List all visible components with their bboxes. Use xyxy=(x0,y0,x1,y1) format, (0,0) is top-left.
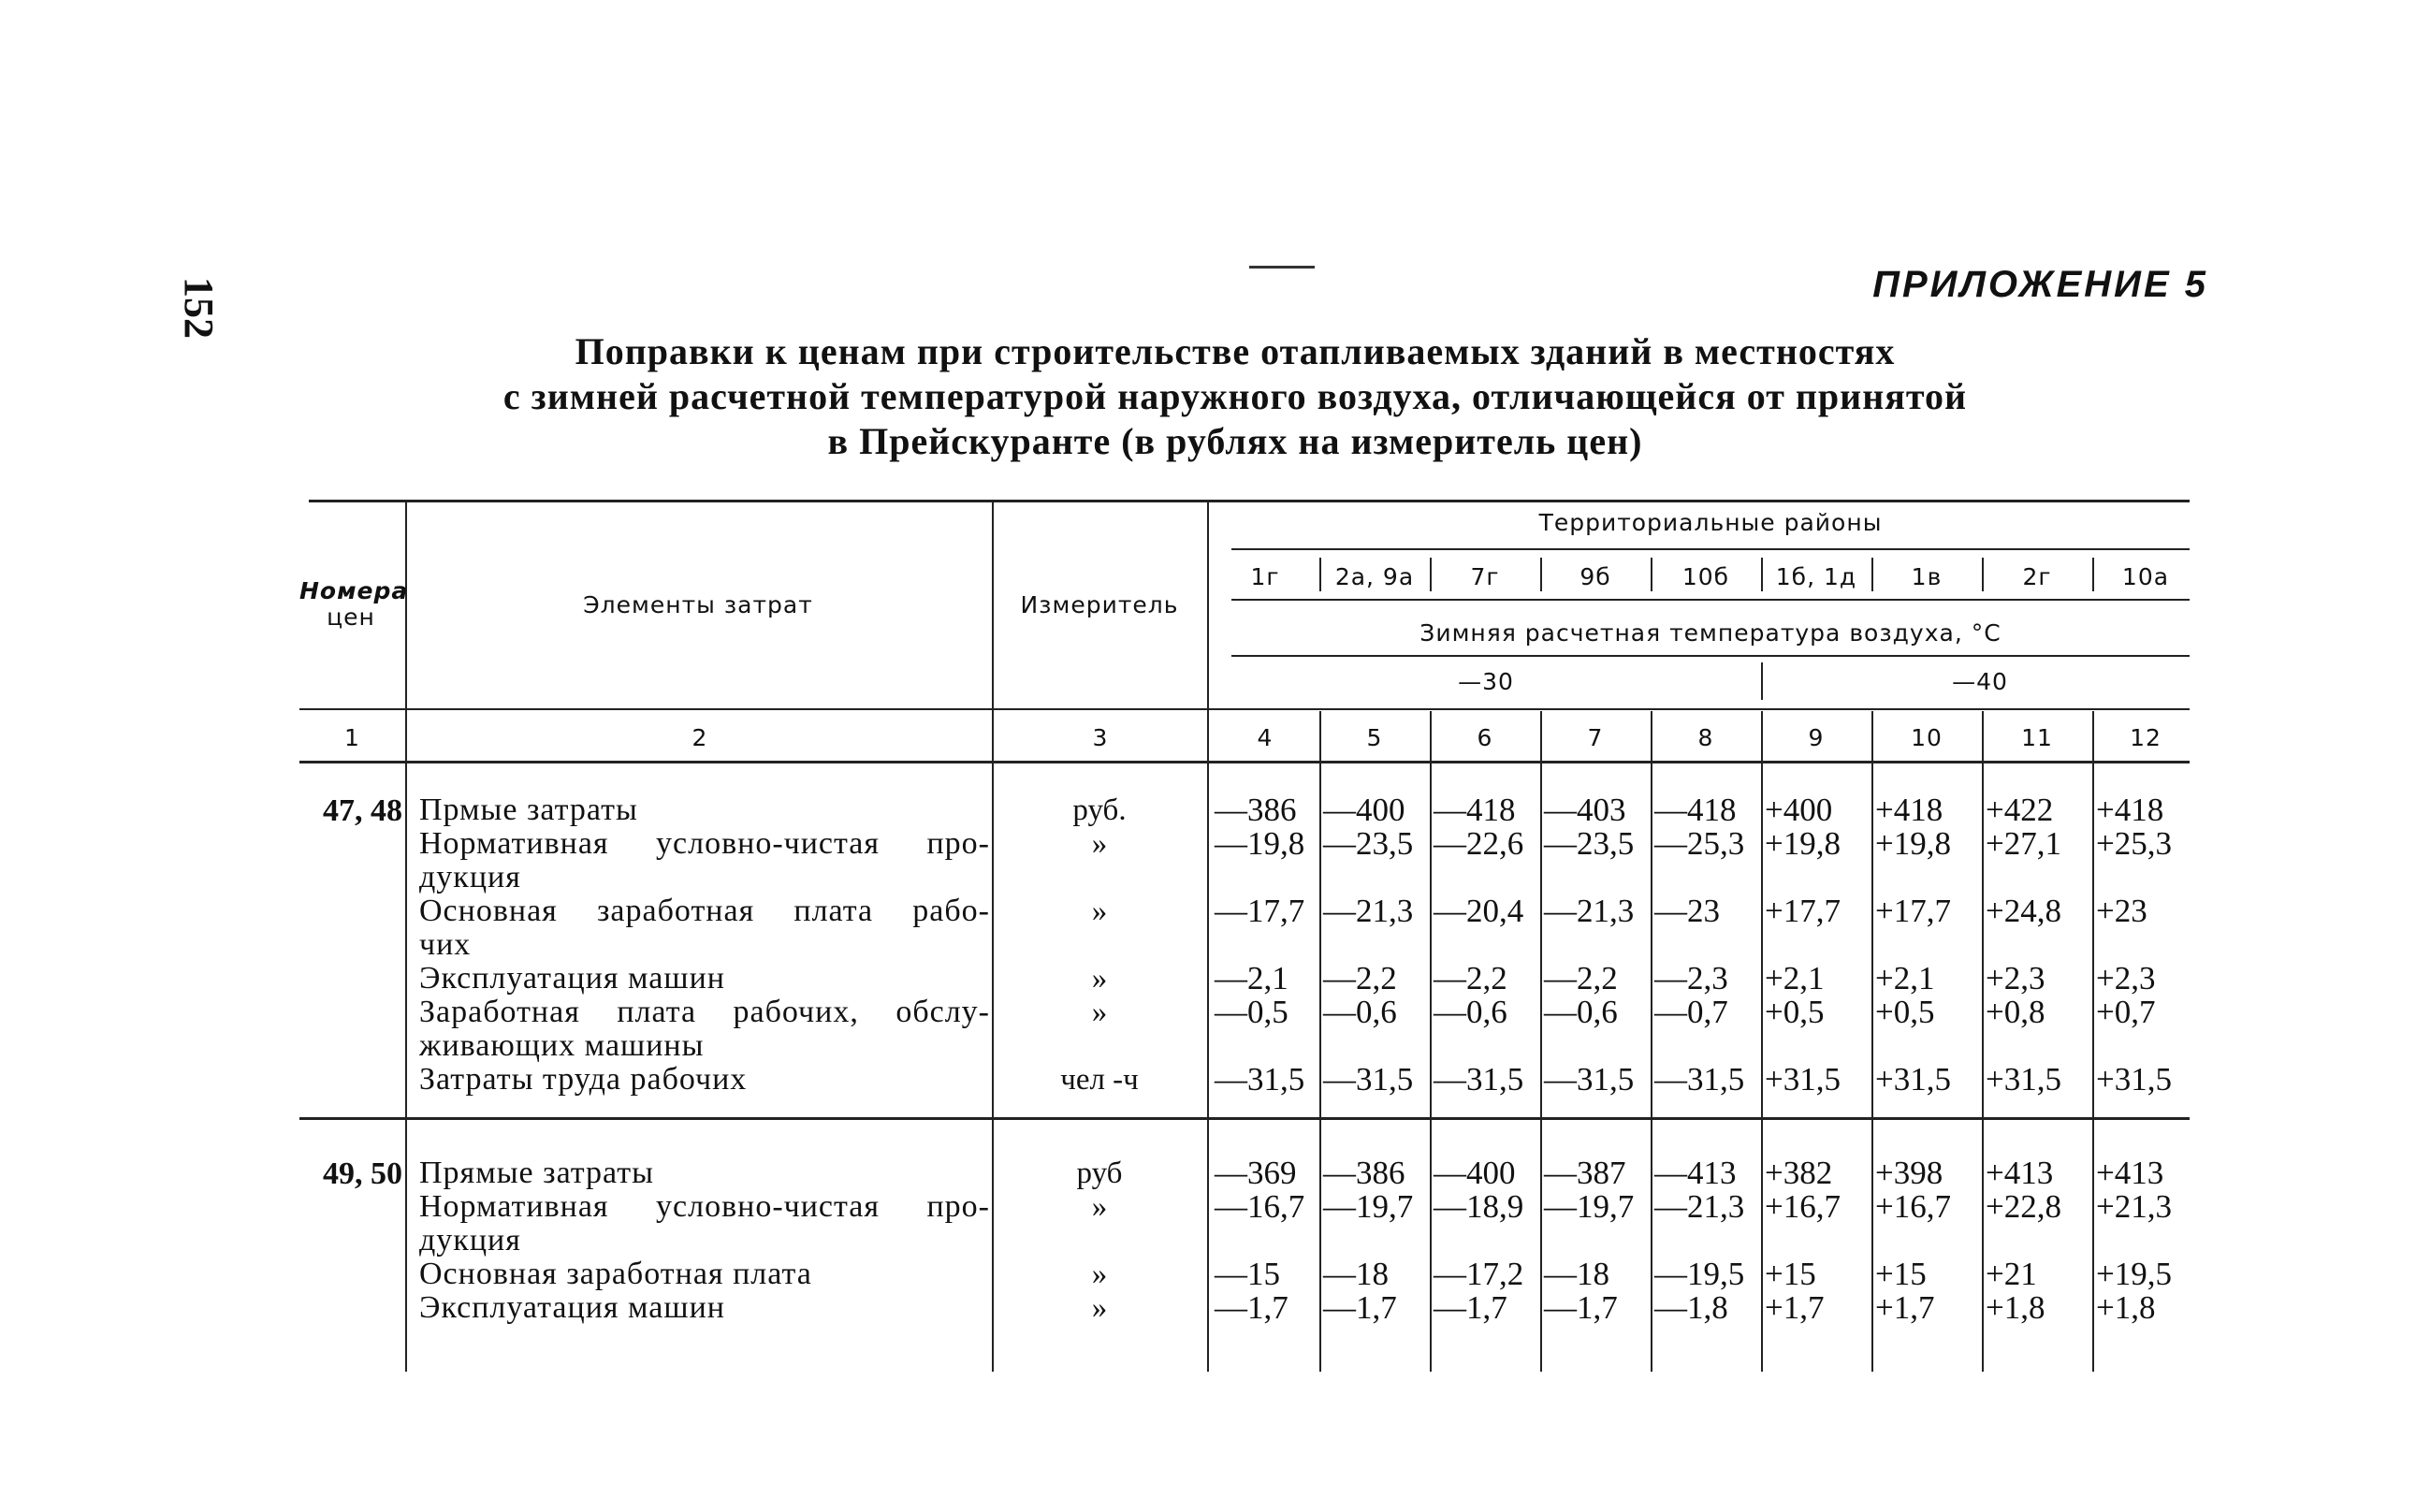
value-cell: —2,1 xyxy=(1215,960,1288,996)
value-cell: —418 xyxy=(1434,792,1516,828)
value-cell: —18 xyxy=(1323,1256,1389,1292)
territorial-rule xyxy=(1231,548,2190,550)
top-dash xyxy=(1249,266,1315,269)
value-cell: —2,3 xyxy=(1654,960,1728,996)
cost-element-name: Прмые затраты xyxy=(419,792,638,827)
column-index-3: 3 xyxy=(1092,724,1109,751)
value-cell: —2,2 xyxy=(1434,960,1507,996)
district-tick-7 xyxy=(1982,558,1984,591)
value-cell: —17,2 xyxy=(1434,1256,1524,1292)
value-col-divider-3 xyxy=(1540,711,1542,1372)
value-cell: +0,8 xyxy=(1986,994,2045,1030)
value-cell: —2,2 xyxy=(1544,960,1618,996)
value-cell: —400 xyxy=(1434,1155,1516,1191)
value-cell: +31,5 xyxy=(1875,1061,1951,1098)
value-cell: +2,3 xyxy=(1986,960,2045,996)
unit-of-measure: » xyxy=(1091,1258,1108,1291)
value-cell: +418 xyxy=(2096,792,2164,828)
cost-element-name: Основная заработная плата рабо- xyxy=(419,894,990,928)
column-index-12: 12 xyxy=(2130,724,2162,751)
value-cell: +21,3 xyxy=(2096,1188,2172,1225)
value-cell: —1,7 xyxy=(1544,1289,1618,1326)
district-header-2: 2а, 9а xyxy=(1334,563,1415,590)
value-cell: +16,7 xyxy=(1765,1188,1841,1225)
value-cell: —1,7 xyxy=(1323,1289,1397,1326)
table-top-rule xyxy=(309,500,2190,502)
col-divider-3 xyxy=(1207,502,1209,1372)
value-cell: +31,5 xyxy=(1986,1061,2061,1098)
district-header-9: 10а xyxy=(2121,563,2170,590)
unit-of-measure: чел -ч xyxy=(1060,1063,1139,1097)
column-index-10: 10 xyxy=(1911,724,1943,751)
district-tick-4 xyxy=(1651,558,1652,591)
value-cell: +0,5 xyxy=(1875,994,1935,1030)
district-tick-6 xyxy=(1871,558,1873,591)
value-cell: —31,5 xyxy=(1654,1061,1745,1098)
value-col-divider-4 xyxy=(1651,711,1652,1372)
column-index-7: 7 xyxy=(1587,724,1604,751)
temp-group-divider xyxy=(1761,662,1763,700)
col-divider-2 xyxy=(992,502,994,1372)
unit-of-measure: руб. xyxy=(1072,793,1127,827)
header-number-line-1: Номера xyxy=(299,577,409,604)
unit-of-measure: » xyxy=(1091,1291,1108,1325)
value-cell: —1,8 xyxy=(1654,1289,1728,1326)
column-index-11: 11 xyxy=(2021,724,2053,751)
value-cell: —0,6 xyxy=(1323,994,1397,1030)
district-header-8: 2г xyxy=(2022,563,2052,590)
value-cell: —31,5 xyxy=(1434,1061,1524,1098)
cost-element-name: Нормативная условно-чистая про- xyxy=(419,1189,990,1224)
value-cell: +27,1 xyxy=(1986,825,2061,862)
value-cell: —386 xyxy=(1323,1155,1405,1191)
column-index-5: 5 xyxy=(1366,724,1383,751)
value-cell: +2,1 xyxy=(1875,960,1935,996)
value-col-divider-8 xyxy=(2092,711,2094,1372)
unit-of-measure: » xyxy=(1091,1190,1108,1224)
district-tick-8 xyxy=(2092,558,2094,591)
value-cell: —0,6 xyxy=(1544,994,1618,1030)
value-cell: —15 xyxy=(1215,1256,1280,1292)
value-cell: —0,7 xyxy=(1654,994,1728,1030)
appendix-label: ПРИЛОЖЕНИЕ 5 xyxy=(1872,264,2208,305)
value-cell: —21,3 xyxy=(1323,893,1414,929)
column-index-1: 1 xyxy=(344,724,360,751)
value-cell: +0,7 xyxy=(2096,994,2156,1030)
value-cell: +31,5 xyxy=(1765,1061,1841,1098)
cost-element-name: дукция xyxy=(419,860,521,894)
value-cell: —1,7 xyxy=(1215,1289,1288,1326)
price-number-group-2: 49, 50 xyxy=(323,1156,402,1191)
group-separator-rule xyxy=(299,1117,2190,1120)
value-cell: +1,7 xyxy=(1765,1289,1825,1326)
value-cell: +1,7 xyxy=(1875,1289,1935,1326)
cost-element-name: Прямые затраты xyxy=(419,1156,654,1190)
cost-element-name: Эксплуатация машин xyxy=(419,1290,725,1325)
value-cell: —403 xyxy=(1544,792,1626,828)
value-cell: +21 xyxy=(1986,1256,2037,1292)
header-elements-col: Элементы затрат xyxy=(583,591,813,618)
value-cell: +15 xyxy=(1765,1256,1816,1292)
value-cell: +1,8 xyxy=(1986,1289,2045,1326)
value-cell: +422 xyxy=(1986,792,2054,828)
value-cell: +17,7 xyxy=(1875,893,1951,929)
header-unit-col: Измеритель xyxy=(1020,591,1179,618)
title-line-3: в Прейскуранте (в рублях на измеритель цен) xyxy=(827,420,1643,462)
document-title xyxy=(356,329,2115,464)
cost-element-name: Затраты труда рабочих xyxy=(419,1062,748,1097)
value-cell: —2,2 xyxy=(1323,960,1397,996)
cost-element-name: чих xyxy=(419,927,472,962)
column-index-rule xyxy=(299,761,2190,763)
value-cell: +19,5 xyxy=(2096,1256,2172,1292)
value-cell: +398 xyxy=(1875,1155,1943,1191)
page-number: 152 xyxy=(176,277,222,339)
cost-element-name: Нормативная условно-чистая про- xyxy=(419,826,990,861)
unit-of-measure: » xyxy=(1091,962,1108,996)
value-col-divider-6 xyxy=(1871,711,1873,1372)
district-tick-1 xyxy=(1319,558,1321,591)
district-tick-5 xyxy=(1761,558,1763,591)
value-cell: —22,6 xyxy=(1434,825,1524,862)
value-cell: +2,1 xyxy=(1765,960,1825,996)
temp-group-1: —30 xyxy=(1458,668,1514,695)
districts-rule xyxy=(1231,599,2190,601)
value-cell: +25,3 xyxy=(2096,825,2172,862)
value-cell: +31,5 xyxy=(2096,1061,2172,1098)
district-header-1: 1г xyxy=(1250,563,1280,590)
value-col-divider-5 xyxy=(1761,711,1763,1372)
value-cell: —21,3 xyxy=(1544,893,1635,929)
value-cell: +19,8 xyxy=(1875,825,1951,862)
value-cell: —19,8 xyxy=(1215,825,1305,862)
value-cell: —16,7 xyxy=(1215,1188,1305,1225)
value-cell: +413 xyxy=(2096,1155,2164,1191)
value-cell: +16,7 xyxy=(1875,1188,1951,1225)
title-line-1: Поправки к ценам при строительстве отапливаемых зданий в местностях xyxy=(575,330,1896,372)
value-cell: +23 xyxy=(2096,893,2147,929)
district-header-5: 10б xyxy=(1681,563,1730,590)
cost-element-name: дукция xyxy=(419,1223,521,1258)
unit-of-measure: » xyxy=(1091,996,1108,1029)
value-cell: +15 xyxy=(1875,1256,1927,1292)
header-number-line-2: цен xyxy=(327,603,375,631)
value-cell: —23,5 xyxy=(1323,825,1414,862)
district-header-4: 9б xyxy=(1579,563,1611,590)
district-header-6: 1б, 1д xyxy=(1775,563,1857,590)
value-cell: —31,5 xyxy=(1215,1061,1305,1098)
value-cell: —19,7 xyxy=(1323,1188,1414,1225)
value-cell: —400 xyxy=(1323,792,1405,828)
header-territorial: Территориальные районы xyxy=(1538,509,1883,536)
temp-groups-rule xyxy=(299,708,2190,710)
value-cell: —18 xyxy=(1544,1256,1609,1292)
cost-element-name: Заработная плата рабочих, обслу- xyxy=(419,995,990,1029)
value-cell: +382 xyxy=(1765,1155,1833,1191)
column-index-6: 6 xyxy=(1477,724,1493,751)
value-cell: +19,8 xyxy=(1765,825,1841,862)
column-index-9: 9 xyxy=(1808,724,1825,751)
value-cell: —418 xyxy=(1654,792,1737,828)
unit-of-measure: руб xyxy=(1076,1156,1123,1190)
district-header-3: 7г xyxy=(1470,563,1500,590)
header-winter-temp: Зимняя расчетная температура воздуха, °С xyxy=(1419,619,2002,647)
column-index-4: 4 xyxy=(1257,724,1274,751)
column-index-8: 8 xyxy=(1697,724,1714,751)
value-cell: —0,5 xyxy=(1215,994,1288,1030)
value-cell: +22,8 xyxy=(1986,1188,2061,1225)
header-number-col xyxy=(299,577,409,631)
value-cell: —23,5 xyxy=(1544,825,1635,862)
value-cell: —31,5 xyxy=(1323,1061,1414,1098)
temp-group-2: —40 xyxy=(1952,668,2008,695)
unit-of-measure: » xyxy=(1091,827,1108,861)
column-index-2: 2 xyxy=(691,724,708,751)
value-cell: —31,5 xyxy=(1544,1061,1635,1098)
value-cell: —413 xyxy=(1654,1155,1737,1191)
value-cell: +418 xyxy=(1875,792,1943,828)
value-cell: +24,8 xyxy=(1986,893,2061,929)
value-cell: —19,5 xyxy=(1654,1256,1745,1292)
value-cell: —369 xyxy=(1215,1155,1297,1191)
value-cell: +2,3 xyxy=(2096,960,2156,996)
value-col-divider-2 xyxy=(1430,711,1432,1372)
cost-element-name: Основная заработная плата xyxy=(419,1257,812,1291)
winter-temp-rule xyxy=(1231,655,2190,657)
title-line-2: с зимней расчетной температурой наружного воздуха, отличающейся от принятой xyxy=(502,375,1968,417)
value-cell: +413 xyxy=(1986,1155,2054,1191)
value-cell: —387 xyxy=(1544,1155,1626,1191)
value-cell: —1,7 xyxy=(1434,1289,1507,1326)
value-cell: —19,7 xyxy=(1544,1188,1635,1225)
value-cell: —21,3 xyxy=(1654,1188,1745,1225)
value-col-divider-1 xyxy=(1319,711,1321,1372)
value-cell: +0,5 xyxy=(1765,994,1825,1030)
value-col-divider-7 xyxy=(1982,711,1984,1372)
value-cell: —386 xyxy=(1215,792,1297,828)
value-cell: +400 xyxy=(1765,792,1833,828)
col-divider-1 xyxy=(405,502,407,1372)
value-cell: +1,8 xyxy=(2096,1289,2156,1326)
value-cell: —18,9 xyxy=(1434,1188,1524,1225)
district-tick-3 xyxy=(1540,558,1542,591)
district-header-7: 1в xyxy=(1911,563,1943,590)
price-number-group-1: 47, 48 xyxy=(323,793,402,828)
value-cell: +17,7 xyxy=(1765,893,1841,929)
value-cell: —25,3 xyxy=(1654,825,1745,862)
value-cell: —20,4 xyxy=(1434,893,1524,929)
value-cell: —17,7 xyxy=(1215,893,1305,929)
district-tick-2 xyxy=(1430,558,1432,591)
cost-element-name: живающих машины xyxy=(419,1028,705,1063)
cost-element-name: Эксплуатация машин xyxy=(419,961,725,996)
value-cell: —23 xyxy=(1654,893,1720,929)
unit-of-measure: » xyxy=(1091,894,1108,928)
value-cell: —0,6 xyxy=(1434,994,1507,1030)
